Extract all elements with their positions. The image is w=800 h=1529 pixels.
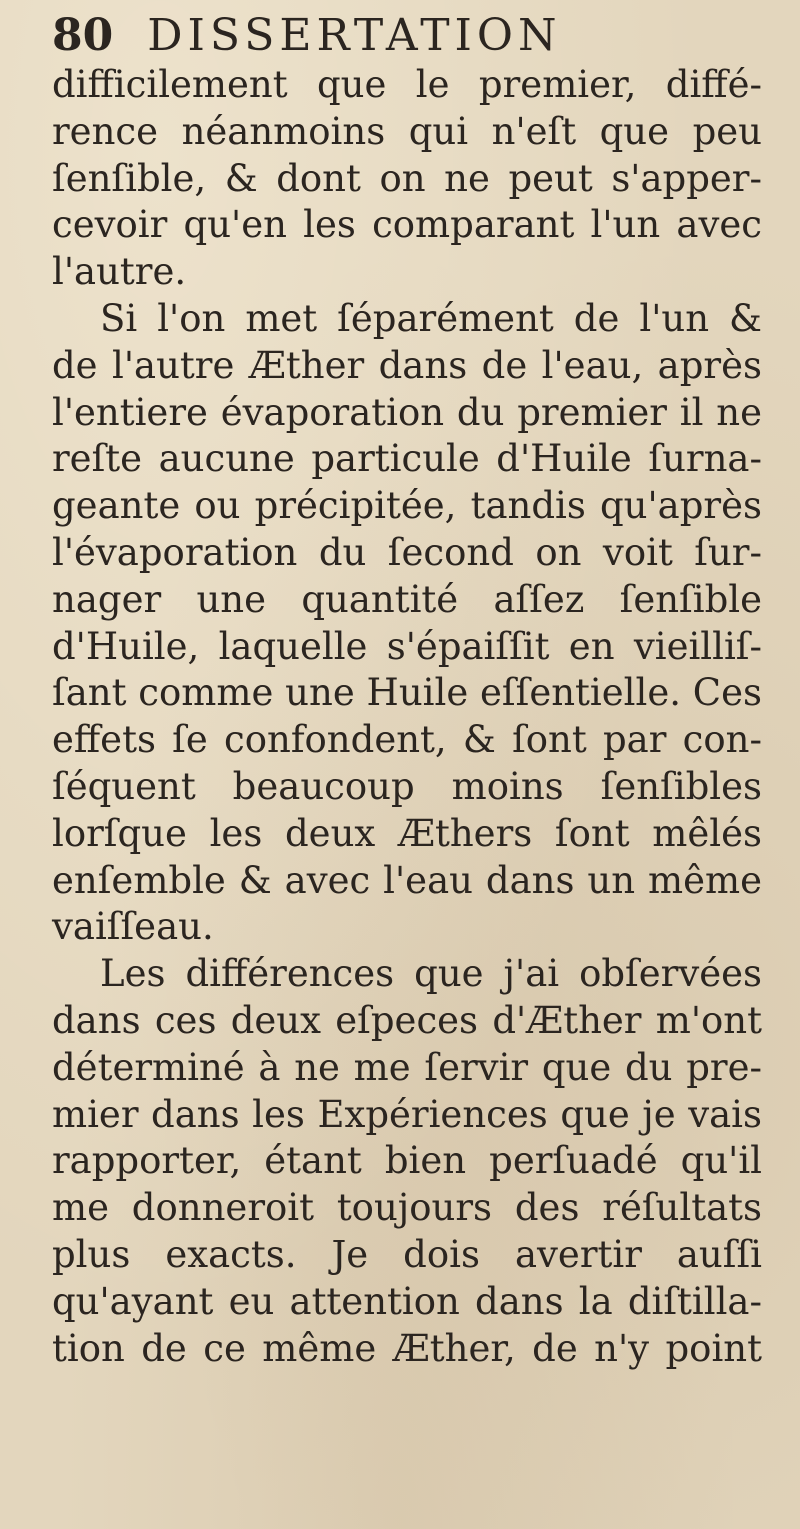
text-line: geante ou précipitée, tandis qu'après — [52, 484, 762, 528]
text-line: ſéquent beaucoup moins ſenſibles — [52, 764, 762, 808]
text-line: l'entiere évaporation du premier il ne — [52, 390, 762, 434]
page-number: 80 — [52, 10, 114, 61]
text-line: enſemble & avec l'eau dans un même — [52, 858, 762, 902]
text-line: effets ſe confondent, & ſont par con- — [52, 718, 762, 762]
text-line: cevoir qu'en les comparant l'un avec — [52, 203, 762, 247]
text-line: ſenſible, & dont on ne peut s'apper- — [52, 156, 762, 200]
body-text — [52, 62, 762, 1372]
text-line: ſant comme une Huile eſſentielle. Ces — [52, 671, 762, 715]
text-line: rapporter, étant bien perſuadé qu'il — [52, 1139, 762, 1183]
text-line: déterminé à ne me ſervir que du pre- — [52, 1045, 762, 1089]
text-line: nager une quantité aſſez ſenſible — [52, 577, 762, 621]
text-line: difficilement que le premier, diffé- — [52, 63, 762, 106]
text-line: rence néanmoins qui n'eſt que peu — [52, 109, 762, 153]
text-line: mier dans les Expériences que je vais — [52, 1092, 762, 1136]
text-line: l'évaporation du ſecond on voit ſur- — [52, 530, 762, 574]
text-line: de l'autre Æther dans de l'eau, après — [52, 343, 762, 387]
text-line: reſte aucune particule d'Huile ſurna- — [52, 437, 762, 481]
text-line: plus exacts. Je dois avertir auſſi — [52, 1232, 762, 1276]
text-line: Les différences que j'ai obſervées — [100, 952, 762, 996]
text-line: l'autre. — [52, 250, 187, 294]
running-title: DISSERTATION — [147, 10, 562, 61]
text-line: qu'ayant eu attention dans la diſtilla- — [52, 1279, 762, 1323]
text-line: dans ces deux eſpeces d'Æther m'ont — [52, 998, 762, 1042]
text-line: tion de ce même Æther, de n'y point — [52, 1326, 762, 1370]
running-head — [52, 6, 752, 66]
text-line: lorſque les deux Æthers ſont mêlés — [52, 811, 762, 855]
text-line: d'Huile, laquelle s'épaiſſit en vieilliſ- — [52, 624, 762, 668]
text-line: Si l'on met ſéparément de l'un & — [100, 296, 762, 340]
text-line: vaiſſeau. — [52, 905, 214, 949]
text-line: me donneroit toujours des réſultats — [52, 1186, 762, 1230]
